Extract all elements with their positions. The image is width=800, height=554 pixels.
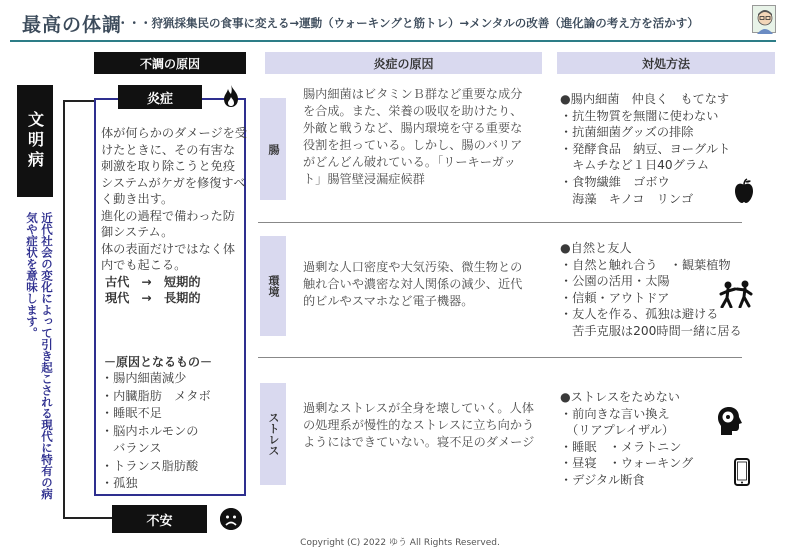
list-item: ・友人を作る、孤独は避ける <box>560 307 719 322</box>
list-item: バランス <box>101 441 162 455</box>
list-item: ●腸内細菌 仲良く もてなす <box>560 92 730 106</box>
list-item: ●自然と友人 <box>560 241 632 255</box>
row-label-stress: ストレス <box>260 383 286 485</box>
bracket-line <box>63 100 65 518</box>
avatar <box>752 5 776 33</box>
apple-icon <box>734 178 754 204</box>
header-remedy: 対処方法 <box>557 52 775 74</box>
smartphone-icon <box>734 458 750 486</box>
bracket-line-bottom <box>63 517 113 519</box>
list-item: ・信頼・アウトドア <box>560 290 670 305</box>
header-divider <box>10 40 776 42</box>
environment-cause-text: 過剰な人口密度や大気汚染、微生物との触れ合いや濃密な対人関係の減少、近代的ビルやスマホなど電子機器。 <box>303 260 523 308</box>
causes-list <box>101 370 245 493</box>
inflammation-description <box>101 125 247 307</box>
list-item: ・公園の活用・太陽 <box>560 274 670 289</box>
list-item: （リアプレイザル） <box>560 423 675 438</box>
inflammation-tag: 炎症 <box>118 85 202 109</box>
flame-icon <box>222 84 240 108</box>
header-cause: 不調の原因 <box>94 52 246 74</box>
inflammation-text-1: 体が何らかのダメージを受けたときに、その有害な刺激を取り除こうと免疫システムがケガを修復すべく動き出す。 <box>101 126 248 206</box>
list-item: 海藻 キノコ リンゴ <box>560 191 694 206</box>
list-item: ・内臓脂肪 メタボ <box>101 388 211 403</box>
copyright-footer: Copyright (C) 2022 ゆう All Rights Reserved. <box>300 538 500 548</box>
row-divider <box>258 357 742 358</box>
list-item: ●ストレスをためない <box>560 390 680 404</box>
civilization-disease-stamp: 文明病 <box>17 85 53 197</box>
civilization-disease-note: 近代社会の変化によって引き起こされる現代に特有の病気や症状を意味します。 <box>25 212 54 500</box>
list-item: ・自然と触れ合う ・観葉植物 <box>560 257 731 272</box>
brain-head-icon <box>717 406 743 436</box>
list-item: ・睡眠不足 <box>101 406 162 420</box>
people-icon <box>718 280 754 308</box>
row-divider <box>258 222 742 223</box>
list-item: ・脳内ホルモンの <box>101 423 199 438</box>
inflammation-text-2: 進化の過程で備わった防御システム。 <box>101 208 235 239</box>
causes-title: －原因となるもの－ <box>104 355 213 369</box>
list-item: ・抗生物質を無闇に使わない <box>560 108 719 123</box>
bracket-line-top <box>63 100 96 102</box>
inflammation-text-3: 体の表面だけではなく体内でも起こる。 <box>101 241 236 272</box>
row-label-gut: 腸 <box>260 98 286 200</box>
page-title: 最高の体調 <box>22 14 123 36</box>
list-item: ・前向きな言い換え <box>560 406 670 421</box>
header-inflammation-cause: 炎症の原因 <box>265 52 542 74</box>
list-item: ・孤独 <box>101 476 138 490</box>
list-item: 苦手克服は200時間一緒に居る <box>560 323 742 338</box>
list-item: ・トランス脂肪酸 <box>101 458 199 473</box>
list-item: ・発酵食品 納豆、ヨーグルト <box>560 141 731 156</box>
list-item: キムチなど１日40グラム <box>560 158 710 173</box>
era-ancient: 古代 → 短期的 <box>105 274 201 289</box>
era-modern: 現代 → 長期的 <box>105 291 201 305</box>
anxiety-tag: 不安 <box>112 505 207 533</box>
sad-face-icon <box>220 508 242 530</box>
list-item: ・昼寝 ・ウォーキング <box>560 456 694 471</box>
page-subtitle: ・・・狩猟採集民の食事に変える→運動（ウォーキングと筋トレ）→メンタルの改善（進化論の考え方を活かす） <box>117 16 699 30</box>
list-item: ・デジタル断食 <box>560 472 645 487</box>
list-item: ・腸内細菌減少 <box>101 371 187 385</box>
list-item: ・食物繊維 ゴボウ <box>560 174 670 189</box>
list-item: ・睡眠 ・メラトニン <box>560 439 682 454</box>
gut-cause-text: 腸内細菌はビタミンＢ群など重要な成分を合成。また、栄養の吸収を助けたり、外敵と戦うなど、腸内環境を守る重要な役割を担っている。しかし、腸のバリアがどんどん破れている。「リーキーガット」腸管壁浸漏症候群 <box>303 87 523 186</box>
stress-cause-text: 過剰なストレスが全身を壊していく。人体の処理系が慢性的なストレスに立ち向かうようにはできていない。寝不足のダメージ <box>303 401 535 449</box>
row-label-environment: 環境 <box>260 236 286 336</box>
list-item: ・抗菌細菌グッズの排除 <box>560 125 694 140</box>
